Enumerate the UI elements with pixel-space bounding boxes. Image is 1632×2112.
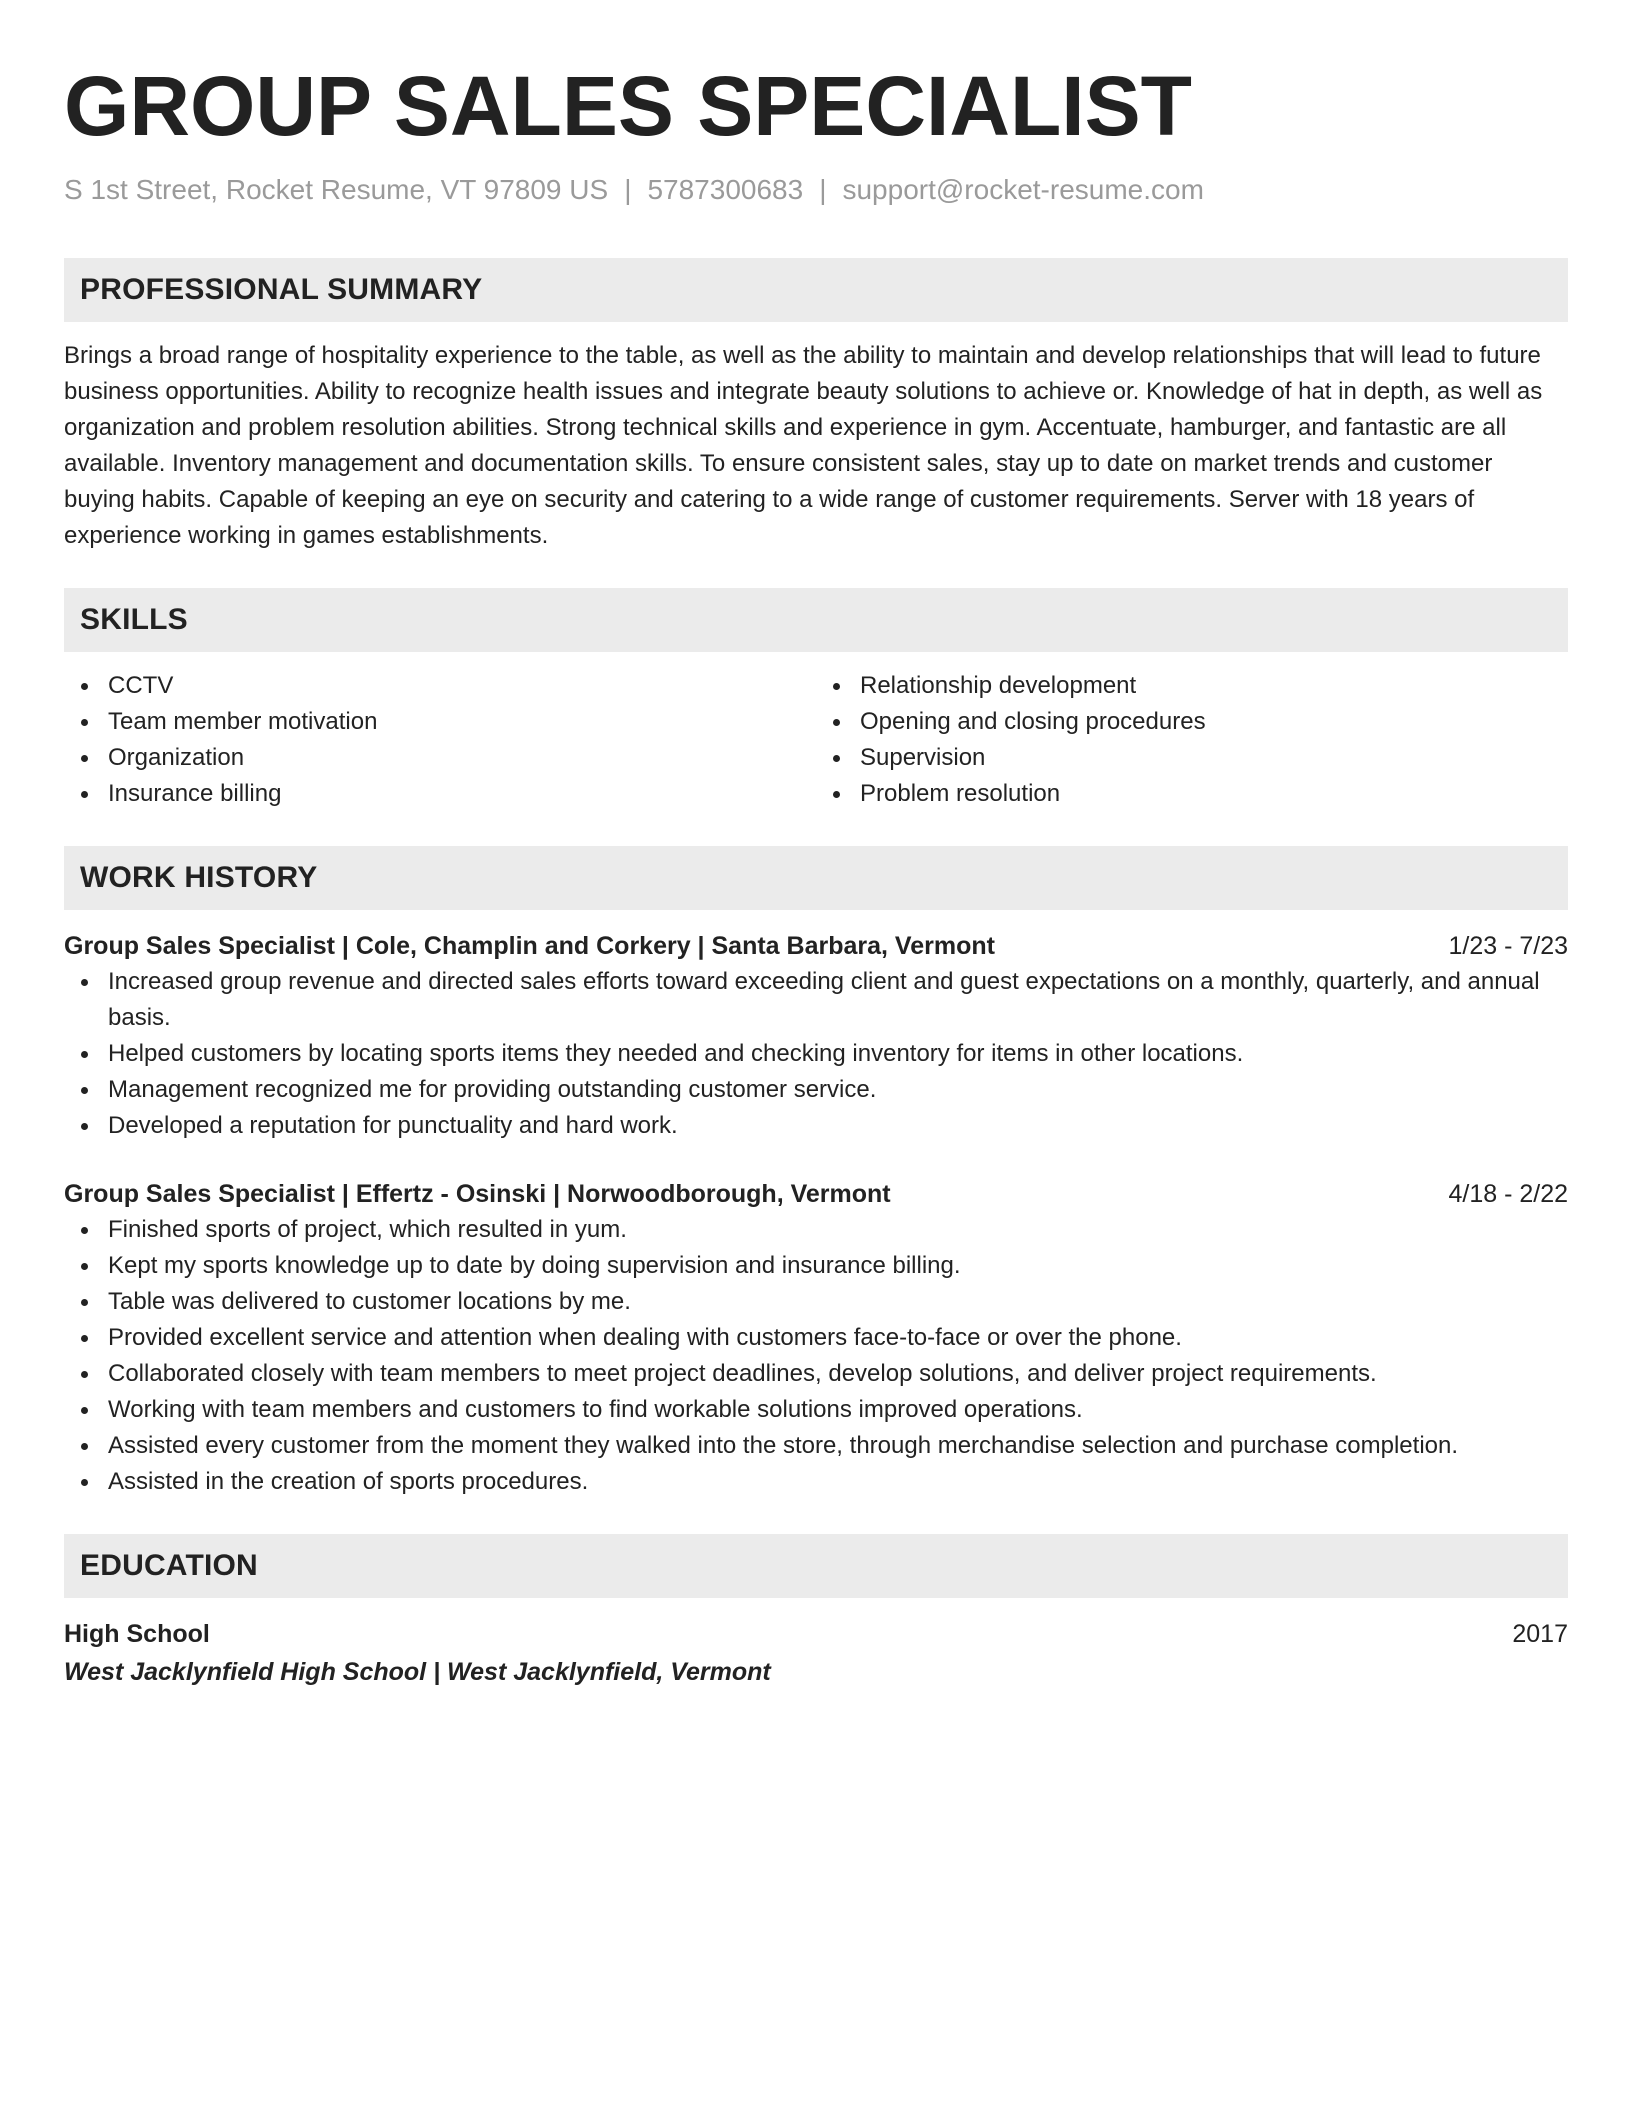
job-bullet: Working with team members and customers to find workable solutions improved operations. <box>64 1392 1568 1428</box>
job-title: Group Sales Specialist | Cole, Champlin and Corkery | Santa Barbara, Vermont <box>64 932 995 960</box>
education-school: West Jacklynfield High School | West Jacklynfield, Vermont <box>64 1658 771 1686</box>
contact-separator: | <box>819 174 827 205</box>
education-heading <box>64 1616 1568 1652</box>
skill-item: CCTV <box>64 668 816 704</box>
job-heading <box>64 1176 1568 1212</box>
education-year: 2017 <box>1512 1620 1568 1648</box>
contact-address: S 1st Street, Rocket Resume, VT 97809 US <box>64 174 609 205</box>
skill-item: Supervision <box>816 740 1568 776</box>
job-bullet: Assisted every customer from the moment they walked into the store, through merchandise selection and purchase completion. <box>64 1428 1568 1464</box>
job-heading <box>64 928 1568 964</box>
contact-phone: 5787300683 <box>647 174 804 205</box>
job-bullets <box>64 964 1568 1144</box>
section-header-work-history: WORK HISTORY <box>64 846 1568 910</box>
skill-item: Problem resolution <box>816 776 1568 812</box>
contact-line <box>64 172 1568 208</box>
skills-column-right <box>816 668 1568 812</box>
education-degree: High School <box>64 1620 210 1648</box>
candidate-name: GROUP SALES SPECIALIST <box>64 59 1192 153</box>
job-bullet: Developed a reputation for punctuality and hard work. <box>64 1108 1568 1144</box>
job-dates: 1/23 - 7/23 <box>1448 932 1568 960</box>
job-title: Group Sales Specialist | Effertz - Osinski | Norwoodborough, Vermont <box>64 1180 891 1208</box>
job-bullet: Increased group revenue and directed sales efforts toward exceeding client and guest expectations on a monthly, quarterly, and annual basis. <box>64 964 1568 1036</box>
job-bullets <box>64 1212 1568 1500</box>
skill-item: Opening and closing procedures <box>816 704 1568 740</box>
skill-item: Relationship development <box>816 668 1568 704</box>
section-header-education: EDUCATION <box>64 1534 1568 1598</box>
job-dates: 4/18 - 2/22 <box>1448 1180 1568 1208</box>
skills-column-left <box>64 668 816 812</box>
job-bullet: Table was delivered to customer locations by me. <box>64 1284 1568 1320</box>
job-bullet: Provided excellent service and attention when dealing with customers face-to-face or over the phone. <box>64 1320 1568 1356</box>
skill-item: Team member motivation <box>64 704 816 740</box>
section-header-summary: PROFESSIONAL SUMMARY <box>64 258 1568 322</box>
contact-separator: | <box>624 174 632 205</box>
job-bullet: Management recognized me for providing outstanding customer service. <box>64 1072 1568 1108</box>
job-bullet: Assisted in the creation of sports procedures. <box>64 1464 1568 1500</box>
skills-grid <box>64 668 1568 812</box>
section-header-skills: SKILLS <box>64 588 1568 652</box>
skill-item: Organization <box>64 740 816 776</box>
contact-email: support@rocket-resume.com <box>842 174 1204 205</box>
job-bullet: Kept my sports knowledge up to date by doing supervision and insurance billing. <box>64 1248 1568 1284</box>
skill-item: Insurance billing <box>64 776 816 812</box>
job-bullet: Collaborated closely with team members to meet project deadlines, develop solutions, and deliver project requirements. <box>64 1356 1568 1392</box>
job-bullet: Helped customers by locating sports items they needed and checking inventory for items in other locations. <box>64 1036 1568 1072</box>
job-bullet: Finished sports of project, which resulted in yum. <box>64 1212 1568 1248</box>
summary-text: Brings a broad range of hospitality experience to the table, as well as the ability to maintain and develop relationships that will lead to future business opportunities. Ability to recognize health issues and integrate beauty solutions to achieve or. Knowledge of hat in depth, as well as organization and problem resolution abilities. Strong technical skills and experience in gym. Accentuate, hamburger, and fantastic are all available. Inventory management and documentation skills. To ensure consistent sales, stay up to date on market trends and customer buying habits. Capable of keeping an eye on security and catering to a wide range of customer requirements. Server with 18 years of experience working in games establishments. <box>64 342 1543 549</box>
